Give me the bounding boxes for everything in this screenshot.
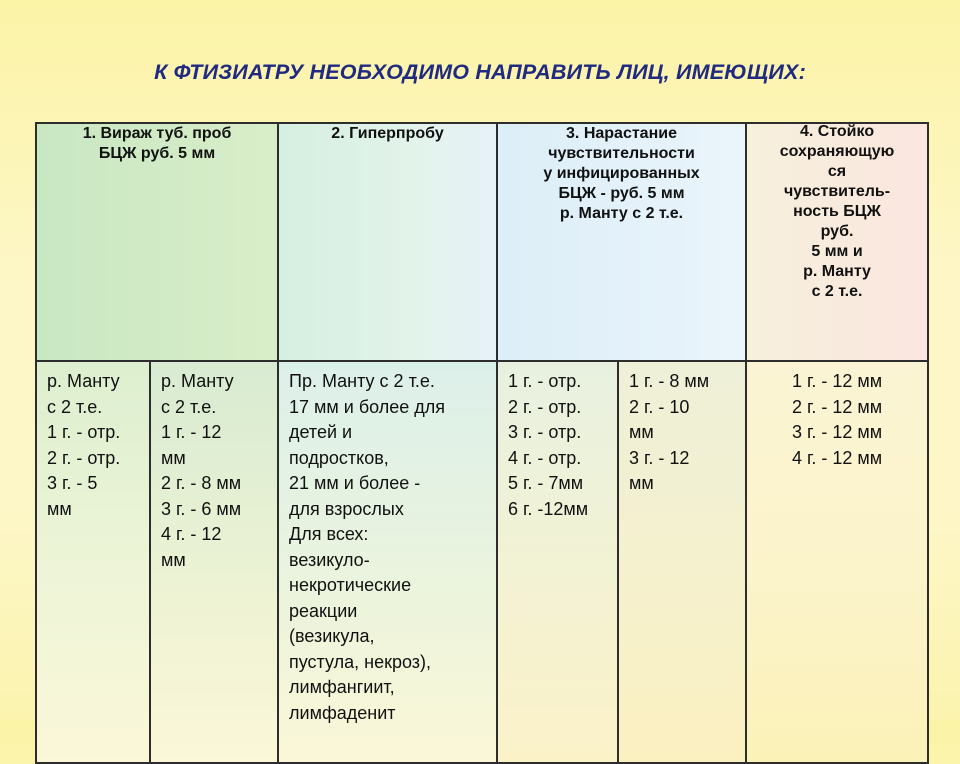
cell-line: 2 г. - 8 мм [161,473,242,493]
cell-line: 3 г. - 12 [629,447,690,468]
table-body-row [36,361,928,763]
body-cell-4 [746,361,928,763]
cell-line: с 2 т.е. [811,283,863,300]
cell-line: 4 г. - 12 [161,524,222,544]
cell-line: 5 г. - 7мм [508,473,584,493]
cell-line: 4. Стойко [799,123,875,140]
cell-line: мм [629,422,654,442]
body-text-1b [151,362,277,573]
cell-line: 1 г. - 12 [161,422,222,442]
cell-line: подростков, [289,447,389,468]
header-cell-4 [746,123,928,361]
body-text-1a [37,362,149,522]
cell-line: 2 г. - 12 мм [791,396,883,417]
cell-line: 2. Гиперпробу [331,125,444,142]
cell-line: 1 г. - 12 мм [791,371,883,391]
cell-line: реакции [289,600,358,621]
cell-line: р. Манту [161,371,234,391]
cell-line: чувствительности [548,145,695,162]
cell-line: у инфицированных [543,165,700,182]
cell-line: 3 г. - 12 мм [791,422,883,442]
header-text-2 [279,124,496,144]
cell-line: 3. Нарастание [566,125,677,142]
cell-line: БЦЖ - руб. 5 мм [558,185,685,202]
cell-line: 3 г. - отр. [508,422,582,442]
body-cell-3b [618,361,746,763]
body-cell-1b [150,361,278,763]
cell-line: для взрослых [289,498,404,519]
slide-title: К ФТИЗИАТРУ НЕОБХОДИМО НАПРАВИТЬ ЛИЦ, ИМЕЮЩИХ: [154,60,806,84]
header-cell-1 [36,123,278,361]
cell-line: 21 мм и более - [289,473,421,493]
cell-line: р. Манту [47,371,120,391]
cell-line: 1 г. - 8 мм [629,371,710,391]
cell-line: 2 г. - отр. [508,396,582,417]
cell-line: 1 г. - отр. [508,371,582,391]
cell-line: везикуло- [289,549,370,570]
cell-line: Пр. Манту с 2 т.е. [289,371,435,391]
cell-line: 3 г. - 5 [47,473,98,493]
cell-line: 1. Вираж туб. проб [82,125,232,142]
cell-line: руб. [820,223,854,240]
cell-line: ность БЦЖ [793,203,881,220]
header-text-1 [37,124,277,164]
body-text-4 [747,362,927,471]
body-cell-3a [497,361,618,763]
header-cell-2 [278,123,497,361]
cell-line: сохраняющую [779,143,895,160]
header-text-3 [498,124,745,224]
body-text-3b [619,362,745,497]
cell-line: мм [629,473,654,493]
cell-line: лимфаденит [289,702,396,723]
cell-line: р. Манту с 2 т.е. [559,205,684,222]
cell-line: БЦЖ руб. 5 мм [98,145,216,162]
cell-line: 1 г. - отр. [47,422,121,442]
cell-line: 4 г. - 12 мм [791,447,883,468]
cell-line: 2 г. - отр. [47,447,121,468]
cell-line: 4 г. - отр. [508,447,582,468]
cell-line: Для всех: [289,524,369,544]
body-text-3a [498,362,617,522]
cell-line: пустула, некроз), [289,651,432,672]
cell-line: 5 мм и [811,243,863,260]
cell-line: 3 г. - 6 мм [161,498,242,519]
body-cell-1a [36,361,150,763]
cell-line: лимфангиит, [289,677,395,697]
cell-line: (везикула, [289,626,375,646]
cell-line: 17 мм и более для [289,396,446,417]
cell-line: мм [161,447,186,468]
body-text-2 [279,362,496,726]
cell-line: ся [827,163,847,180]
cell-line: с 2 т.е. [161,396,217,417]
cell-line: некротические [289,575,412,595]
cell-line: мм [161,549,186,570]
cell-line: 6 г. -12мм [508,498,589,519]
cell-line: р. Манту [803,263,871,280]
header-text-4 [747,122,927,302]
criteria-table-grid [35,122,929,764]
criteria-table [35,122,927,742]
header-cell-3 [497,123,746,361]
cell-line: мм [47,498,72,519]
body-cell-2 [278,361,497,763]
table-header-row [36,123,928,361]
cell-line: чувствитель- [783,183,891,200]
cell-line: детей и [289,422,353,442]
cell-line: 2 г. - 10 [629,396,690,417]
cell-line: с 2 т.е. [47,396,103,417]
